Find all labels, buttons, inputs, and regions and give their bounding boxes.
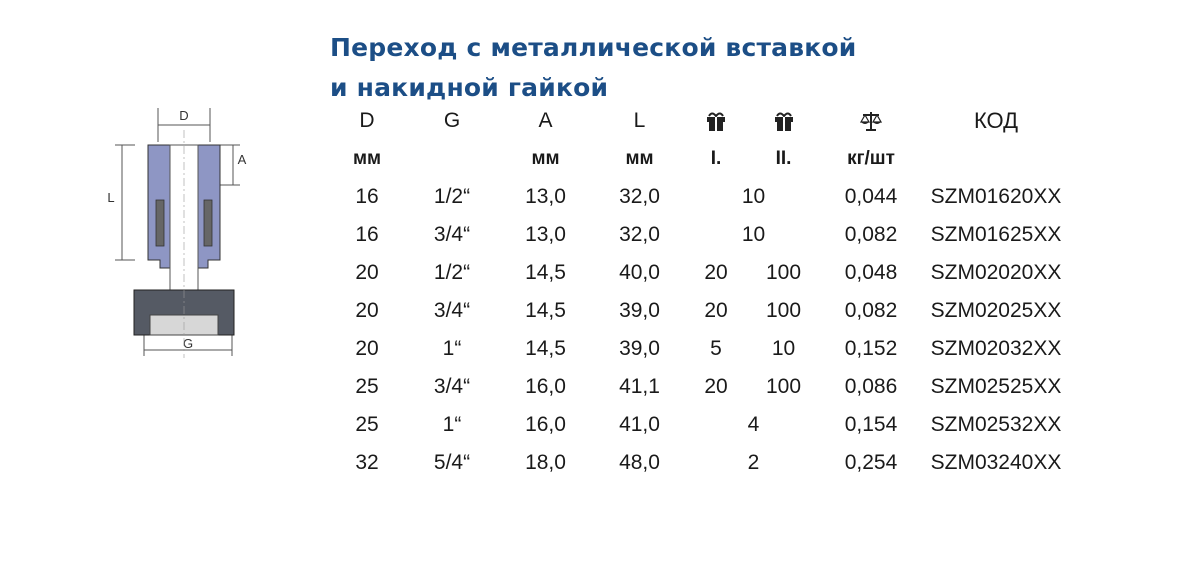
cell-l: 32,0 (619, 185, 660, 208)
cell-d: 20 (355, 337, 379, 360)
cell-pack1: 5 (710, 337, 722, 360)
gift-icon (705, 110, 727, 132)
header-a: A (538, 109, 553, 132)
cell-pack2: 100 (765, 375, 802, 398)
cell-pack1: 20 (704, 261, 728, 284)
cell-pack2: 100 (765, 261, 802, 284)
cell-code: SZM01625XX (930, 223, 1062, 246)
cell-pack: 10 (741, 223, 766, 246)
cell-g: 1“ (442, 413, 462, 436)
dim-label-g: G (182, 336, 194, 351)
cell-pack1: 20 (704, 299, 728, 322)
cell-l: 48,0 (619, 451, 660, 474)
table-row (328, 406, 1071, 444)
product-title (330, 28, 857, 108)
cell-l: 40,0 (619, 261, 660, 284)
title-line-2: и накидной гайкой (330, 73, 609, 102)
header-l: L (633, 109, 646, 132)
cell-code: SZM02525XX (930, 375, 1062, 398)
header-code: КОД (973, 108, 1019, 133)
cell-weight: 0,082 (844, 299, 898, 322)
header-d: D (359, 109, 375, 132)
cell-l: 41,0 (619, 413, 660, 436)
cell-d: 16 (355, 223, 379, 246)
scales-icon (860, 110, 882, 132)
dim-label-l: L (107, 190, 115, 205)
header-pack2 (746, 102, 821, 140)
table-row (328, 444, 1071, 482)
cell-l: 41,1 (619, 375, 660, 398)
cell-a: 14,5 (525, 261, 566, 284)
cell-l: 39,0 (619, 337, 660, 360)
cell-d: 20 (355, 261, 379, 284)
cell-weight: 0,254 (844, 451, 898, 474)
table-row (328, 178, 1071, 216)
cell-l: 32,0 (619, 223, 660, 246)
dim-label-d: D (179, 108, 189, 123)
cell-pack: 4 (747, 413, 760, 436)
table-header-row (328, 102, 1071, 140)
cell-g: 1/2“ (433, 185, 471, 208)
cell-code: SZM01620XX (930, 185, 1062, 208)
cell-a: 13,0 (525, 223, 566, 246)
dim-label-a: A (237, 152, 247, 167)
title-line-1: Переход с металлической вставкой (330, 33, 857, 62)
cell-pack2: 100 (765, 299, 802, 322)
cell-code: SZM02032XX (930, 337, 1062, 360)
unit-code (921, 140, 1071, 178)
cell-a: 16,0 (525, 375, 566, 398)
table-row (328, 330, 1071, 368)
cell-pack: 10 (741, 185, 766, 208)
cell-pack2: 10 (771, 337, 796, 360)
cell-code: SZM02020XX (930, 261, 1062, 284)
unit-pack2: II. (775, 148, 792, 169)
table-row (328, 368, 1071, 406)
cell-weight: 0,048 (844, 261, 898, 284)
cell-code: SZM03240XX (930, 451, 1062, 474)
cell-weight: 0,044 (844, 185, 898, 208)
cell-g: 3/4“ (433, 223, 471, 246)
spec-table (328, 102, 1071, 482)
cell-d: 25 (355, 413, 379, 436)
cell-weight: 0,154 (844, 413, 898, 436)
cell-pack: 2 (747, 451, 760, 474)
cell-d: 20 (355, 299, 379, 322)
unit-g (406, 140, 498, 178)
unit-weight: кг/шт (847, 148, 895, 169)
table-row (328, 216, 1071, 254)
unit-d: мм (352, 148, 382, 169)
cell-code: SZM02025XX (930, 299, 1062, 322)
cell-d: 32 (355, 451, 379, 474)
cell-d: 16 (355, 185, 379, 208)
cell-g: 5/4“ (433, 451, 471, 474)
cell-g: 3/4“ (433, 299, 471, 322)
cell-weight: 0,086 (844, 375, 898, 398)
cell-a: 14,5 (525, 299, 566, 322)
cell-g: 1“ (442, 337, 462, 360)
cell-l: 39,0 (619, 299, 660, 322)
cell-weight: 0,152 (844, 337, 898, 360)
cell-g: 3/4“ (433, 375, 471, 398)
table-body (328, 178, 1071, 482)
cell-d: 25 (355, 375, 379, 398)
cell-a: 13,0 (525, 185, 566, 208)
table-units-row (328, 140, 1071, 178)
table-row (328, 254, 1071, 292)
cell-a: 16,0 (525, 413, 566, 436)
gift-icon (773, 110, 795, 132)
table-row (328, 292, 1071, 330)
unit-a: мм (531, 148, 560, 169)
fitting-drawing (100, 100, 260, 390)
header-g: G (443, 109, 461, 132)
cell-weight: 0,082 (844, 223, 898, 246)
unit-l: мм (625, 148, 654, 169)
cell-pack1: 20 (704, 375, 728, 398)
header-pack1 (686, 102, 746, 140)
unit-pack1: I. (710, 148, 722, 169)
cell-code: SZM02532XX (930, 413, 1062, 436)
cell-a: 14,5 (525, 337, 566, 360)
cell-a: 18,0 (525, 451, 566, 474)
cell-g: 1/2“ (433, 261, 471, 284)
header-weight (821, 102, 921, 140)
